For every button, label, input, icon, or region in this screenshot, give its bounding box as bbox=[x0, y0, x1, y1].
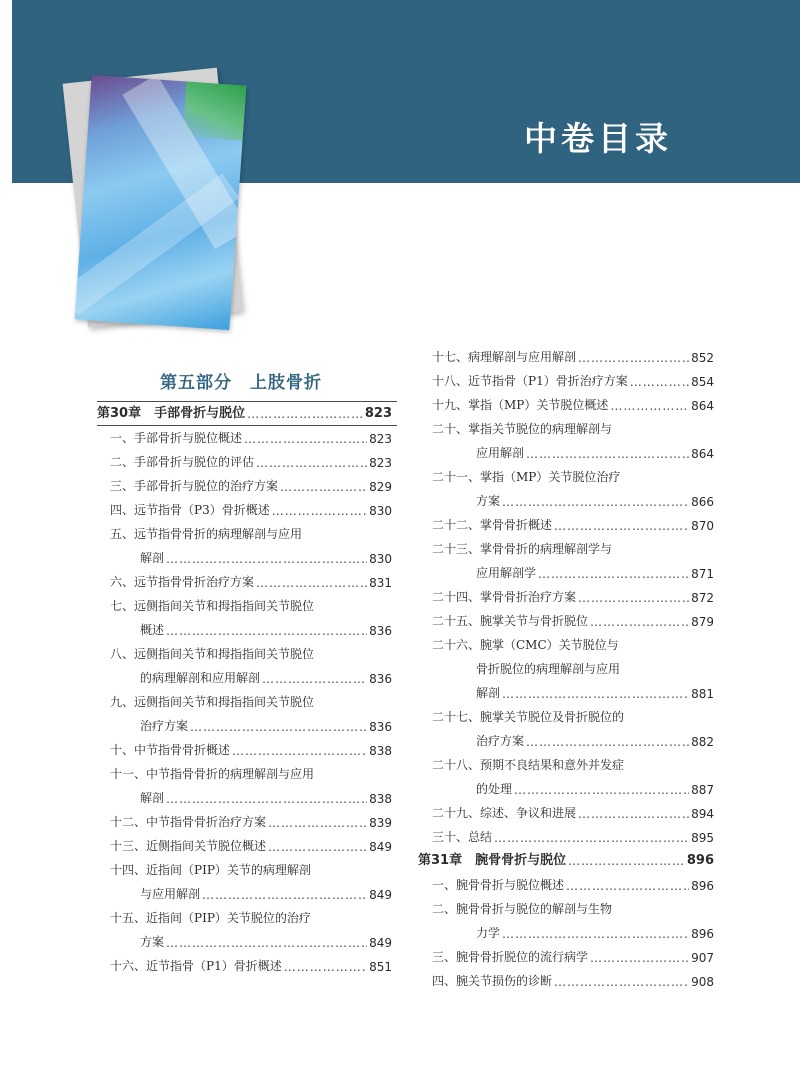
toc-leader-dots bbox=[578, 351, 689, 365]
toc-entry-row bbox=[432, 541, 714, 557]
toc-entry-row bbox=[110, 478, 392, 494]
toc-page-number: 872 bbox=[691, 591, 714, 605]
toc-entry-row bbox=[432, 421, 714, 437]
toc-leader-dots bbox=[262, 672, 367, 686]
toc-entry-row bbox=[110, 598, 392, 614]
toc-leader-dots bbox=[284, 960, 367, 974]
toc-leader-dots bbox=[166, 552, 367, 566]
toc-entry-title: 解剖 bbox=[140, 791, 165, 805]
toc-entry-title: 二十八、预期不良结果和意外并发症 bbox=[432, 758, 625, 772]
toc-page-number: 838 bbox=[369, 744, 392, 758]
toc-entry-title: 十三、近侧指间关节脱位概述 bbox=[110, 839, 267, 853]
toc-entry-title: 骨折脱位的病理解剖与应用 bbox=[476, 662, 621, 676]
toc-page-number: 823 bbox=[369, 432, 392, 446]
toc-entry-title: 应用解剖学 bbox=[476, 566, 537, 580]
toc-entry-title: 四、腕关节损伤的诊断 bbox=[432, 974, 553, 988]
toc-page-number: 823 bbox=[369, 456, 392, 470]
toc-entry-title: 十九、掌指（MP）关节脱位概述 bbox=[432, 398, 609, 412]
toc-leader-dots bbox=[502, 495, 689, 509]
toc-entry-title: 二十一、掌指（MP）关节脱位治疗 bbox=[432, 470, 621, 484]
toc-entry-title: 十七、病理解剖与应用解剖 bbox=[432, 350, 577, 364]
toc-entry-row bbox=[476, 925, 714, 941]
toc-entry-title: 治疗方案 bbox=[140, 719, 189, 733]
toc-entry-row bbox=[110, 526, 392, 542]
toc-entry-row bbox=[432, 973, 714, 989]
toc-entry-row bbox=[476, 661, 714, 677]
toc-leader-dots bbox=[247, 407, 363, 421]
toc-entry-row bbox=[110, 814, 392, 830]
toc-page-number: 854 bbox=[691, 375, 714, 389]
toc-entry-title: 解剖 bbox=[476, 686, 501, 700]
toc-page-number: 849 bbox=[369, 888, 392, 902]
toc-leader-dots bbox=[268, 816, 367, 830]
toc-entry-row bbox=[476, 565, 714, 581]
toc-entry-row bbox=[432, 877, 714, 893]
toc-page-number: 829 bbox=[369, 480, 392, 494]
toc-entry-title: 二十五、腕掌关节与骨折脱位 bbox=[432, 614, 589, 628]
toc-entry-title: 二十九、综述、争议和进展 bbox=[432, 806, 577, 820]
toc-entry-row bbox=[432, 805, 714, 821]
toc-entry-title: 八、远侧指间关节和拇指指间关节脱位 bbox=[110, 647, 315, 661]
toc-leader-dots bbox=[590, 951, 689, 965]
toc-page-number: 896 bbox=[691, 927, 714, 941]
toc-entry-row bbox=[432, 757, 714, 773]
toc-entry-row bbox=[140, 790, 392, 806]
toc-entry-title: 十二、中节指骨骨折治疗方案 bbox=[110, 815, 267, 829]
toc-entry-row bbox=[476, 781, 714, 797]
toc-entry-title: 三、腕骨骨折脱位的流行病学 bbox=[432, 950, 589, 964]
toc-entry-title: 方案 bbox=[140, 935, 165, 949]
toc-entry-title: 二十、掌指关节脱位的病理解剖与 bbox=[432, 422, 613, 436]
toc-page-number: 864 bbox=[691, 447, 714, 461]
toc-entry-row bbox=[140, 886, 392, 902]
toc-entry-row bbox=[140, 670, 392, 686]
toc-leader-dots bbox=[538, 567, 689, 581]
toc-entry-title: 二十六、腕掌（CMC）关节脱位与 bbox=[432, 638, 619, 652]
toc-entry-title: 二、腕骨骨折与脱位的解剖与生物 bbox=[432, 902, 613, 916]
toc-leader-dots bbox=[232, 744, 367, 758]
toc-entry-title: 治疗方案 bbox=[476, 734, 525, 748]
toc-page-number: 830 bbox=[369, 504, 392, 518]
toc-entry-title: 二十四、掌骨骨折治疗方案 bbox=[432, 590, 577, 604]
toc-page-number: 839 bbox=[369, 816, 392, 830]
toc-entry-title: 解剖 bbox=[140, 551, 165, 565]
toc-page-number: 823 bbox=[364, 406, 392, 421]
toc-entry-title: 七、远侧指间关节和拇指指间关节脱位 bbox=[110, 599, 315, 613]
toc-page-number: 896 bbox=[686, 853, 714, 868]
toc-entry-row bbox=[432, 901, 714, 917]
toc-leader-dots bbox=[514, 783, 689, 797]
toc-page-number: 871 bbox=[691, 567, 714, 581]
toc-entry-row bbox=[140, 934, 392, 950]
toc-entry-row bbox=[476, 685, 714, 701]
toc-entry-title: 十一、中节指骨骨折的病理解剖与应用 bbox=[110, 767, 315, 781]
toc-leader-dots bbox=[502, 687, 689, 701]
toc-entry-title: 一、手部骨折与脱位概述 bbox=[110, 431, 243, 445]
toc-page-number: 882 bbox=[691, 735, 714, 749]
toc-leader-dots bbox=[190, 720, 367, 734]
toc-entry-row bbox=[140, 622, 392, 638]
toc-leader-dots bbox=[590, 615, 689, 629]
toc-page-number: 849 bbox=[369, 840, 392, 854]
toc-entry-row bbox=[140, 550, 392, 566]
toc-entry-row bbox=[432, 949, 714, 965]
page-title: 中卷目录 bbox=[524, 119, 672, 158]
toc-entry-row bbox=[140, 718, 392, 734]
toc-entry-title: 二十七、腕掌关节脱位及骨折脱位的 bbox=[432, 710, 625, 724]
toc-page-number: 894 bbox=[691, 807, 714, 821]
toc-leader-dots bbox=[578, 591, 689, 605]
toc-leader-dots bbox=[610, 399, 689, 413]
toc-entry-title: 六、远节指骨骨折治疗方案 bbox=[110, 575, 255, 589]
toc-page-number: 866 bbox=[691, 495, 714, 509]
toc-page-number: 836 bbox=[369, 720, 392, 734]
toc-chapter-row bbox=[97, 405, 392, 421]
toc-entry-title: 五、远节指骨骨折的病理解剖与应用 bbox=[110, 527, 303, 541]
toc-entry-row bbox=[432, 469, 714, 485]
toc-page-number: 896 bbox=[691, 879, 714, 893]
toc-leader-dots bbox=[566, 879, 689, 893]
toc-page-number: 836 bbox=[369, 624, 392, 638]
toc-entry-title: 九、远侧指间关节和拇指指间关节脱位 bbox=[110, 695, 315, 709]
toc-entry-row bbox=[476, 493, 714, 509]
toc-leader-dots bbox=[202, 888, 367, 902]
toc-page-number: 887 bbox=[691, 783, 714, 797]
toc-entry-title: 一、腕骨骨折与脱位概述 bbox=[432, 878, 565, 892]
toc-entry-title: 二十三、掌骨骨折的病理解剖学与 bbox=[432, 542, 613, 556]
toc-entry-row bbox=[432, 349, 714, 365]
toc-leader-dots bbox=[256, 456, 367, 470]
decorative-photo bbox=[75, 75, 247, 330]
toc-entry-row bbox=[432, 613, 714, 629]
toc-entry-row bbox=[432, 709, 714, 725]
toc-leader-dots bbox=[526, 735, 689, 749]
toc-leader-dots bbox=[166, 792, 367, 806]
toc-entry-row bbox=[110, 502, 392, 518]
toc-page-number: 881 bbox=[691, 687, 714, 701]
toc-entry-row bbox=[476, 733, 714, 749]
toc-entry-row bbox=[110, 646, 392, 662]
toc-entry-title: 十、中节指骨骨折概述 bbox=[110, 743, 231, 757]
toc-page-number: 895 bbox=[691, 831, 714, 845]
toc-entry-row bbox=[432, 829, 714, 845]
toc-entry-title: 十八、近节指骨（P1）骨折治疗方案 bbox=[432, 374, 628, 388]
toc-page-number: 864 bbox=[691, 399, 714, 413]
toc-entry-row bbox=[110, 838, 392, 854]
toc-entry-row bbox=[432, 517, 714, 533]
toc-leader-dots bbox=[166, 936, 367, 950]
toc-entry-row bbox=[432, 397, 714, 413]
toc-entry-row bbox=[432, 589, 714, 605]
toc-entry-title: 二、手部骨折与脱位的评估 bbox=[110, 455, 255, 469]
part-rule-bottom bbox=[97, 425, 397, 426]
toc-entry-title: 力学 bbox=[476, 926, 501, 940]
toc-entry-row bbox=[432, 637, 714, 653]
toc-chapter-row bbox=[418, 852, 714, 868]
toc-entry-row bbox=[110, 454, 392, 470]
toc-leader-dots bbox=[554, 519, 689, 533]
toc-leader-dots bbox=[256, 576, 367, 590]
toc-entry-row bbox=[110, 766, 392, 782]
toc-leader-dots bbox=[280, 480, 367, 494]
toc-entry-title: 三、手部骨折与脱位的治疗方案 bbox=[110, 479, 279, 493]
toc-entry-title: 的处理 bbox=[476, 782, 513, 796]
toc-leader-dots bbox=[568, 854, 685, 868]
toc-leader-dots bbox=[166, 624, 367, 638]
toc-entry-title: 第31章 腕骨骨折与脱位 bbox=[418, 853, 567, 868]
toc-entry-title: 十四、近指间（PIP）关节的病理解剖 bbox=[110, 863, 311, 877]
toc-entry-title: 十五、近指间（PIP）关节脱位的治疗 bbox=[110, 911, 311, 925]
toc-entry-title: 与应用解剖 bbox=[140, 887, 201, 901]
toc-leader-dots bbox=[578, 807, 689, 821]
toc-page-number: 908 bbox=[691, 975, 714, 989]
toc-page-number: 830 bbox=[369, 552, 392, 566]
toc-page-number: 852 bbox=[691, 351, 714, 365]
toc-entry-row bbox=[110, 862, 392, 878]
toc-leader-dots bbox=[494, 831, 689, 845]
toc-entry-row bbox=[110, 742, 392, 758]
toc-page-number: 879 bbox=[691, 615, 714, 629]
toc-entry-title: 十六、近节指骨（P1）骨折概述 bbox=[110, 959, 282, 973]
toc-entry-title: 应用解剖 bbox=[476, 446, 525, 460]
toc-leader-dots bbox=[630, 375, 689, 389]
toc-entry-row bbox=[432, 373, 714, 389]
toc-page-number: 851 bbox=[369, 960, 392, 974]
toc-entry-row bbox=[476, 445, 714, 461]
toc-entry-title: 概述 bbox=[140, 623, 165, 637]
toc-entry-title: 的病理解剖和应用解剖 bbox=[140, 671, 261, 685]
toc-entry-title: 方案 bbox=[476, 494, 501, 508]
toc-page-number: 907 bbox=[691, 951, 714, 965]
toc-leader-dots bbox=[554, 975, 689, 989]
part-title: 第五部分 上肢骨折 bbox=[160, 373, 322, 393]
toc-leader-dots bbox=[526, 447, 689, 461]
toc-page-number: 870 bbox=[691, 519, 714, 533]
toc-leader-dots bbox=[272, 504, 367, 518]
toc-page-number: 849 bbox=[369, 936, 392, 950]
toc-entry-title: 四、远节指骨（P3）骨折概述 bbox=[110, 503, 270, 517]
toc-entry-row bbox=[110, 694, 392, 710]
toc-entry-row bbox=[110, 910, 392, 926]
toc-entry-title: 三十、总结 bbox=[432, 830, 493, 844]
toc-leader-dots bbox=[268, 840, 367, 854]
toc-entry-row bbox=[110, 958, 392, 974]
toc-entry-row bbox=[110, 430, 392, 446]
toc-entry-title: 第30章 手部骨折与脱位 bbox=[97, 406, 246, 421]
toc-page-number: 836 bbox=[369, 672, 392, 686]
toc-leader-dots bbox=[244, 432, 367, 446]
toc-page-number: 831 bbox=[369, 576, 392, 590]
toc-entry-title: 二十二、掌骨骨折概述 bbox=[432, 518, 553, 532]
toc-leader-dots bbox=[502, 927, 689, 941]
toc-entry-row bbox=[110, 574, 392, 590]
toc-page-number: 838 bbox=[369, 792, 392, 806]
